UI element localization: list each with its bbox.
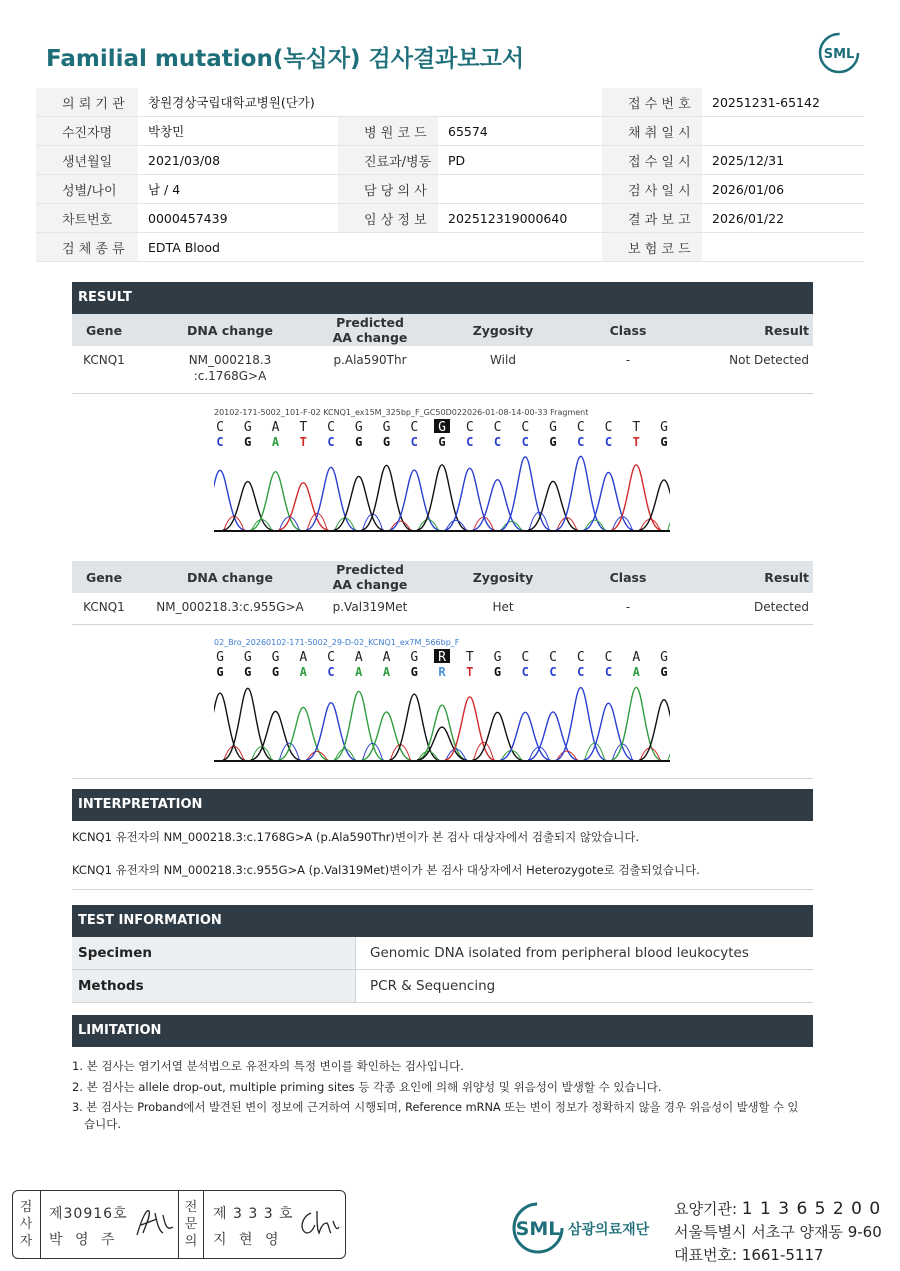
- trace-peak: [334, 691, 384, 760]
- gene-cell: KCNQ1: [83, 353, 125, 367]
- trace-peak: [417, 465, 467, 530]
- info-label: 채 취 일 시: [602, 117, 702, 146]
- col-dna-change: DNA change: [136, 561, 324, 593]
- base-call: G: [549, 420, 557, 435]
- info-value: 20251231-65142: [702, 88, 864, 117]
- base-call: C: [521, 420, 530, 435]
- test-info-section-header: TEST INFORMATION: [72, 905, 813, 937]
- result-table-1: [72, 314, 813, 392]
- dna-change-cell: NM_000218.3:c.955G>A: [156, 600, 304, 614]
- methods-label: Methods: [72, 970, 356, 1003]
- col-gene: Gene: [72, 561, 136, 593]
- specimen-value: Genomic DNA isolated from peripheral blood leukocytes: [356, 937, 814, 970]
- examiner-name: 박 영 주: [49, 1232, 119, 1248]
- limitation-item-3: 3. 본 검사는 Proband에서 발견된 변이 정보에 근거하여 시행되며, Reference mRNA 또는 변이 정보가 정확하지 않을 경우 위음성이 발생할 수 있: [72, 1101, 799, 1114]
- base-call: T: [632, 420, 641, 435]
- base-call: A: [632, 650, 641, 665]
- svg-text:SML: SML: [823, 47, 855, 62]
- colored-base: C: [410, 435, 418, 449]
- result-cell: Detected: [753, 600, 809, 614]
- class-cell: -: [625, 600, 631, 614]
- trace-peak: [584, 703, 634, 760]
- specimen-label: Specimen: [72, 937, 356, 970]
- divider: [72, 778, 813, 779]
- info-value: [438, 88, 602, 117]
- base-call: C: [604, 650, 613, 665]
- colored-base: G: [549, 435, 557, 449]
- specialist-signature-icon: [295, 1205, 341, 1241]
- base-call: C: [327, 420, 335, 435]
- interpretation-section-header: INTERPRETATION: [72, 789, 813, 821]
- specialist-license-no: 제 3 3 3 호: [213, 1206, 294, 1222]
- col-dna-change: DNA change: [136, 314, 324, 346]
- info-label: [338, 233, 438, 262]
- trace-filename: 02_Bro_20260102-171-5002_29-D-02_KCNQ1_ex7M_566bp_F: [214, 638, 460, 647]
- colored-base: G: [244, 665, 252, 679]
- sml-logo-icon: [818, 32, 860, 74]
- org-name: 삼광의료재단: [568, 1222, 650, 1238]
- page-title: Familial mutation(녹십자) 검사결과보고서: [46, 46, 525, 72]
- info-value: 2026/01/22: [702, 204, 864, 233]
- trace-peak: [528, 481, 578, 530]
- info-value: 202512319000640: [438, 204, 602, 233]
- interpretation-line-1: KCNQ1 유전자의 NM_000218.3:c.1768G>A (p.Ala590Thr)변이가 본 검사 대상자에서 검출되지 않았습니다.: [72, 830, 640, 844]
- base-call: A: [354, 650, 363, 665]
- trace-peak: [473, 712, 523, 760]
- info-label: 검 사 일 시: [602, 175, 702, 204]
- sml-logo-icon: [512, 1200, 568, 1256]
- base-call: C: [465, 420, 474, 435]
- base-call: G: [271, 650, 280, 665]
- aa-change-cell: p.Ala590Thr: [333, 353, 407, 367]
- base-call: C: [216, 420, 224, 435]
- colored-base: G: [438, 435, 446, 449]
- trace-peak: [306, 467, 356, 530]
- info-label: 수진자명: [36, 117, 138, 146]
- zygosity-cell: Het: [492, 600, 514, 614]
- phone: 대표번호: 1661-5117: [674, 1246, 824, 1264]
- trace-peak: [500, 712, 550, 760]
- colored-base: C: [327, 435, 335, 449]
- col-class: Class: [590, 561, 666, 593]
- examiner-license-no: 제30916호: [49, 1206, 128, 1222]
- address: 서울특별시 서초구 양재동 9-60: [674, 1223, 882, 1241]
- info-value: [702, 117, 864, 146]
- info-value: 창원경상국립대학교병원(단가): [138, 88, 338, 117]
- col-zygosity: Zygosity: [416, 314, 590, 346]
- colored-base: G: [493, 665, 502, 679]
- institution-code: 요양기관: 1 1 3 6 5 2 0 0: [674, 1199, 882, 1219]
- colored-base: G: [382, 435, 391, 449]
- base-call: C: [493, 420, 502, 435]
- specialist-label: 전 문 의: [184, 1200, 198, 1249]
- signature-box: [12, 1190, 346, 1259]
- colored-base: C: [521, 435, 529, 449]
- info-label: 담 당 의 사: [338, 175, 438, 204]
- trace-peak: [389, 694, 439, 760]
- info-label: 진료과/병동: [338, 146, 438, 175]
- colored-base: G: [216, 665, 224, 679]
- info-label: 생년월일: [36, 146, 138, 175]
- info-label: 보 험 코 드: [602, 233, 702, 262]
- base-call: C: [327, 650, 335, 665]
- dna-change-cell: NM_000218.3 :c.1768G>A: [188, 353, 272, 383]
- base-call: T: [299, 420, 308, 435]
- limitation-section-header: LIMITATION: [72, 1015, 813, 1047]
- methods-value: PCR & Sequencing: [356, 970, 814, 1003]
- limitation-item-3-cont: 습니다.: [84, 1117, 121, 1131]
- colored-base: C: [521, 665, 529, 679]
- base-call: A: [299, 650, 308, 665]
- info-value: [438, 233, 602, 262]
- base-call: T: [465, 650, 474, 665]
- divider: [72, 624, 813, 625]
- info-label: 차트번호: [36, 204, 138, 233]
- chromatogram-2: [214, 636, 670, 764]
- col-class: Class: [590, 314, 666, 346]
- colored-base: G: [244, 435, 252, 449]
- trace-peak: [556, 688, 606, 760]
- trace-noise: [279, 743, 299, 760]
- trace-peak: [214, 693, 245, 760]
- col-aa-change: Predicted AA change: [324, 314, 416, 346]
- col-result: Result: [666, 314, 813, 346]
- colored-base: G: [660, 665, 668, 679]
- base-call: C: [576, 420, 585, 435]
- colored-base: A: [355, 665, 363, 679]
- info-label: 접 수 일 시: [602, 146, 702, 175]
- info-value: 0000457439: [138, 204, 338, 233]
- colored-base: C: [327, 665, 335, 679]
- svg-text:SML: SML: [515, 1218, 561, 1240]
- trace-peak: [362, 465, 412, 530]
- result-section-header: RESULT: [72, 282, 813, 314]
- test-info-table: [72, 937, 813, 1003]
- info-label: 접 수 번 호: [602, 88, 702, 117]
- colored-base: G: [660, 435, 668, 449]
- info-row: [36, 117, 864, 146]
- col-gene: Gene: [72, 314, 136, 346]
- info-value: [438, 175, 602, 204]
- info-row: [36, 146, 864, 175]
- base-call: G: [493, 650, 502, 665]
- footer-logo: [512, 1200, 662, 1256]
- base-call: G: [216, 650, 224, 665]
- colored-base: C: [216, 435, 224, 449]
- base-call: R: [438, 650, 446, 665]
- info-label: 의 뢰 기 관: [36, 88, 138, 117]
- info-label: 결 과 보 고: [602, 204, 702, 233]
- colored-base: T: [632, 435, 640, 449]
- info-value: 2026/01/06: [702, 175, 864, 204]
- base-call: G: [438, 420, 446, 435]
- info-row: [36, 88, 864, 117]
- col-result: Result: [666, 561, 813, 593]
- base-call: G: [660, 650, 668, 665]
- base-call: C: [410, 420, 419, 435]
- info-value: EDTA Blood: [138, 233, 338, 262]
- info-value: 2021/03/08: [138, 146, 338, 175]
- specialist-name: 지 현 영: [213, 1232, 283, 1248]
- info-value: PD: [438, 146, 602, 175]
- class-cell: -: [625, 353, 631, 367]
- colored-base: C: [604, 435, 613, 449]
- limitation-item-1: 1. 본 검사는 염기서열 분석법으로 유전자의 특정 변이를 확인하는 검사입니다.: [72, 1059, 464, 1073]
- info-label: 검 체 종 류: [36, 233, 138, 262]
- colored-base: C: [604, 665, 613, 679]
- base-call: A: [271, 420, 280, 435]
- info-label: 병 원 코 드: [338, 117, 438, 146]
- base-call: A: [382, 650, 391, 665]
- colored-base: A: [382, 665, 391, 679]
- info-row: [36, 204, 864, 233]
- chromatogram-1: [214, 406, 670, 534]
- gene-cell: KCNQ1: [83, 600, 125, 614]
- examiner-signature-icon: [133, 1205, 177, 1241]
- base-call: G: [243, 420, 252, 435]
- colored-base: C: [577, 435, 585, 449]
- divider: [72, 889, 813, 890]
- colored-base: G: [355, 435, 363, 449]
- info-label: 성별/나이: [36, 175, 138, 204]
- divider: [72, 393, 813, 394]
- aa-change-cell: p.Val319Met: [332, 600, 408, 614]
- trace-peak: [639, 700, 670, 760]
- info-row: [36, 233, 864, 262]
- colored-base: C: [577, 665, 585, 679]
- colored-base: R: [438, 665, 446, 679]
- limitation-item-2: 2. 본 검사는 allele drop-out, multiple priming sites 등 각종 요인에 의해 위양성 및 위음성이 발생할 수 있습니다.: [72, 1080, 662, 1094]
- colored-base: A: [299, 665, 307, 679]
- base-call: G: [660, 420, 668, 435]
- base-call: C: [549, 650, 557, 665]
- info-value: 65574: [438, 117, 602, 146]
- colored-base: T: [299, 435, 307, 449]
- trace-peak: [362, 712, 412, 760]
- trace-peak: [500, 457, 550, 530]
- info-row: [36, 175, 864, 204]
- colored-base: T: [466, 665, 474, 679]
- base-call: G: [243, 650, 252, 665]
- info-value: 남 / 4: [138, 175, 338, 204]
- colored-base: C: [493, 435, 502, 449]
- base-call: C: [521, 650, 530, 665]
- info-value: 2025/12/31: [702, 146, 864, 175]
- patient-info-table: [36, 88, 864, 262]
- interpretation-line-2: KCNQ1 유전자의 NM_000218.3:c.955G>A (p.Val319Met)변이가 본 검사 대상자에서 Heterozygote로 검출되었습니다.: [72, 863, 700, 877]
- base-call: G: [410, 650, 419, 665]
- result-table-2: [72, 561, 813, 623]
- trace-noise: [668, 512, 670, 530]
- base-call: G: [382, 420, 391, 435]
- result-cell: Not Detected: [729, 353, 809, 367]
- trace-filename: 20102-171-5002_101-F-02 KCNQ1_ex15M_325bp_F_GC50D022026-01-08-14-00-33 Fragment: [214, 408, 589, 417]
- col-aa-change: Predicted AA change: [324, 561, 416, 593]
- colored-base: G: [410, 665, 418, 679]
- trace-peak: [223, 688, 273, 760]
- trace-noise: [668, 746, 670, 760]
- base-call: G: [354, 420, 363, 435]
- colored-base: C: [466, 435, 474, 449]
- colored-base: A: [271, 435, 280, 449]
- info-value: [702, 233, 864, 262]
- colored-base: G: [271, 665, 280, 679]
- info-label: [338, 88, 438, 117]
- col-zygosity: Zygosity: [416, 561, 590, 593]
- base-call: C: [576, 650, 585, 665]
- colored-base: C: [549, 665, 557, 679]
- examiner-label: 검 사 자: [19, 1200, 33, 1249]
- zygosity-cell: Wild: [490, 353, 516, 367]
- info-label: 임 상 정 보: [338, 204, 438, 233]
- base-call: C: [604, 420, 613, 435]
- info-value: 박창민: [138, 117, 338, 146]
- colored-base: A: [632, 665, 640, 679]
